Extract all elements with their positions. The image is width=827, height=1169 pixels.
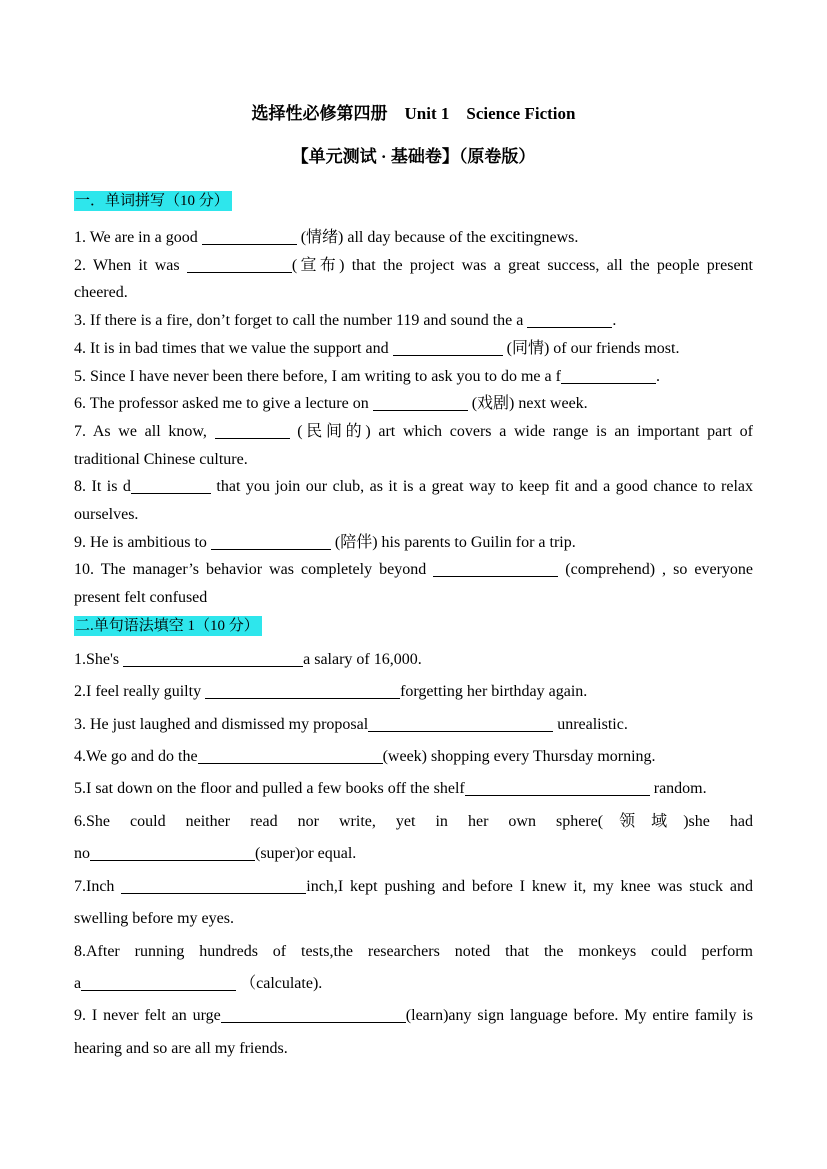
question-line: [74, 1000, 753, 1032]
question-list: [74, 224, 753, 612]
question-text: (week) shopping every Thursday morning.: [382, 748, 656, 766]
section-2: [74, 615, 753, 1065]
question-text: a: [74, 974, 82, 992]
question-line: [74, 936, 753, 968]
question-text: (情绪) all day because of the excitingnews.: [296, 229, 579, 246]
answer-blank: [90, 854, 255, 861]
question-text: (learn)any sign language before. My entire family is: [405, 1007, 754, 1025]
question-list: [74, 644, 753, 1065]
answer-blank: [221, 1016, 406, 1023]
question-text: unrealistic.: [553, 715, 628, 733]
question-text: (comprehend) , so everyone: [558, 561, 753, 579]
question-text: .: [612, 312, 617, 330]
question-text: .: [655, 367, 660, 385]
answer-blank: [81, 984, 236, 991]
question-line: [74, 446, 753, 474]
section-heading-highlight: 二.单句语法填空 1（10 分）: [74, 616, 262, 636]
question-text: 6.She could neither read nor write, yet in her own sphere(领域)she had: [74, 812, 753, 830]
question-text: （calculate).: [236, 974, 323, 992]
question-text: 7.Inch: [74, 877, 122, 895]
answer-blank: [368, 725, 553, 732]
question-line: [74, 501, 753, 529]
answer-blank: [433, 570, 558, 577]
question-line: [74, 363, 753, 391]
question-text: (宣布) that the project was a great success, all the people present: [291, 256, 753, 274]
answer-blank: [131, 487, 211, 494]
section-1: [74, 190, 753, 612]
question-line: [74, 335, 753, 363]
question-text: (民间的) art which covers a wide range is an important part of: [289, 422, 753, 440]
section-heading: [74, 190, 753, 212]
question-text: 3. If there is a fire, don’t forget to call the number 119 and sound the a: [74, 312, 528, 330]
question-line: [74, 252, 753, 280]
answer-blank: [123, 660, 303, 667]
question-line: [74, 418, 753, 446]
question-text: (super)or equal.: [255, 845, 357, 863]
question-line: [74, 773, 753, 805]
question-text: swelling before my eyes.: [74, 910, 234, 928]
question-text: 6. The professor asked me to give a lecture on: [74, 395, 373, 413]
question-text: 5.I sat down on the floor and pulled a few books off the shelf: [74, 780, 465, 798]
answer-blank: [205, 692, 400, 699]
answer-blank: [211, 543, 331, 550]
question-text: 7. As we all know,: [74, 422, 215, 440]
question-text: (陪伴) his parents to Guilin for a trip.: [330, 533, 576, 551]
question-text: 3. He just laughed and dismissed my proposal: [74, 715, 369, 733]
question-line: [74, 676, 753, 708]
question-text: traditional Chinese culture.: [74, 450, 248, 468]
question-line: [74, 224, 753, 252]
question-line: [74, 968, 753, 1000]
question-text: 5. Since I have never been there before, I am writing to ask you to do me a f: [74, 367, 561, 385]
answer-blank: [465, 789, 650, 796]
question-line: [74, 871, 753, 903]
question-line: [74, 903, 753, 935]
question-text: inch,I kept pushing and before I knew it, my knee was stuck and: [306, 877, 753, 895]
question-text: (戏剧) next week.: [467, 395, 588, 413]
document-subtitle: 【单元测试 · 基础卷】（原卷版）: [291, 147, 536, 166]
question-text: present felt confused: [74, 589, 208, 607]
question-text: 9. I never felt an urge: [74, 1007, 221, 1025]
question-text: random.: [649, 780, 707, 798]
question-text: 1. We are in a good: [74, 229, 202, 246]
answer-blank: [187, 266, 292, 273]
document-body: [74, 190, 753, 1065]
question-text: 2.I feel really guilty: [74, 683, 206, 701]
section-heading: [74, 615, 753, 637]
answer-blank: [561, 377, 656, 384]
question-line: [74, 390, 753, 418]
question-text: 4. It is in bad times that we value the support and: [74, 339, 393, 357]
question-line: [74, 584, 753, 612]
answer-blank: [527, 321, 612, 328]
question-line: [74, 741, 753, 773]
question-text: 1.She's: [74, 650, 124, 668]
question-text: 4.We go and do the: [74, 748, 198, 766]
answer-blank: [393, 349, 503, 356]
question-text: 9. He is ambitious to: [74, 533, 211, 551]
question-line: [74, 556, 753, 584]
question-line: [74, 529, 753, 557]
answer-blank: [373, 404, 468, 411]
answer-blank: [202, 238, 297, 245]
question-text: forgetting her birthday again.: [400, 683, 588, 701]
question-text: that you join our club, as it is a great way to keep fit and a good chance to relax: [210, 478, 753, 496]
question-text: 2. When it was: [74, 256, 187, 274]
answer-blank: [198, 757, 383, 764]
question-line: [74, 279, 753, 307]
question-text: 8. It is d: [74, 478, 131, 496]
answer-blank: [215, 432, 290, 439]
question-line: [74, 806, 753, 838]
answer-blank: [121, 887, 306, 894]
question-line: [74, 838, 753, 870]
question-text: 10. The manager’s behavior was completely beyond: [74, 561, 434, 579]
question-line: [74, 1033, 753, 1065]
question-text: a salary of 16,000.: [303, 650, 422, 668]
question-text: (同情) of our friends most.: [502, 339, 680, 357]
question-line: [74, 307, 753, 335]
document-title: 选择性必修第四册 Unit 1 Science Fiction: [251, 104, 576, 123]
question-line: [74, 709, 753, 741]
question-text: no: [74, 845, 90, 863]
question-text: hearing and so are all my friends.: [74, 1039, 288, 1057]
question-line: [74, 644, 753, 676]
question-text: 8.After running hundreds of tests,the researchers noted that the monkeys could perform: [74, 942, 753, 960]
question-text: ourselves.: [74, 506, 139, 524]
question-text: cheered.: [74, 284, 128, 302]
section-heading-highlight: 一．单词拼写（10 分）: [74, 191, 232, 211]
question-line: [74, 473, 753, 501]
